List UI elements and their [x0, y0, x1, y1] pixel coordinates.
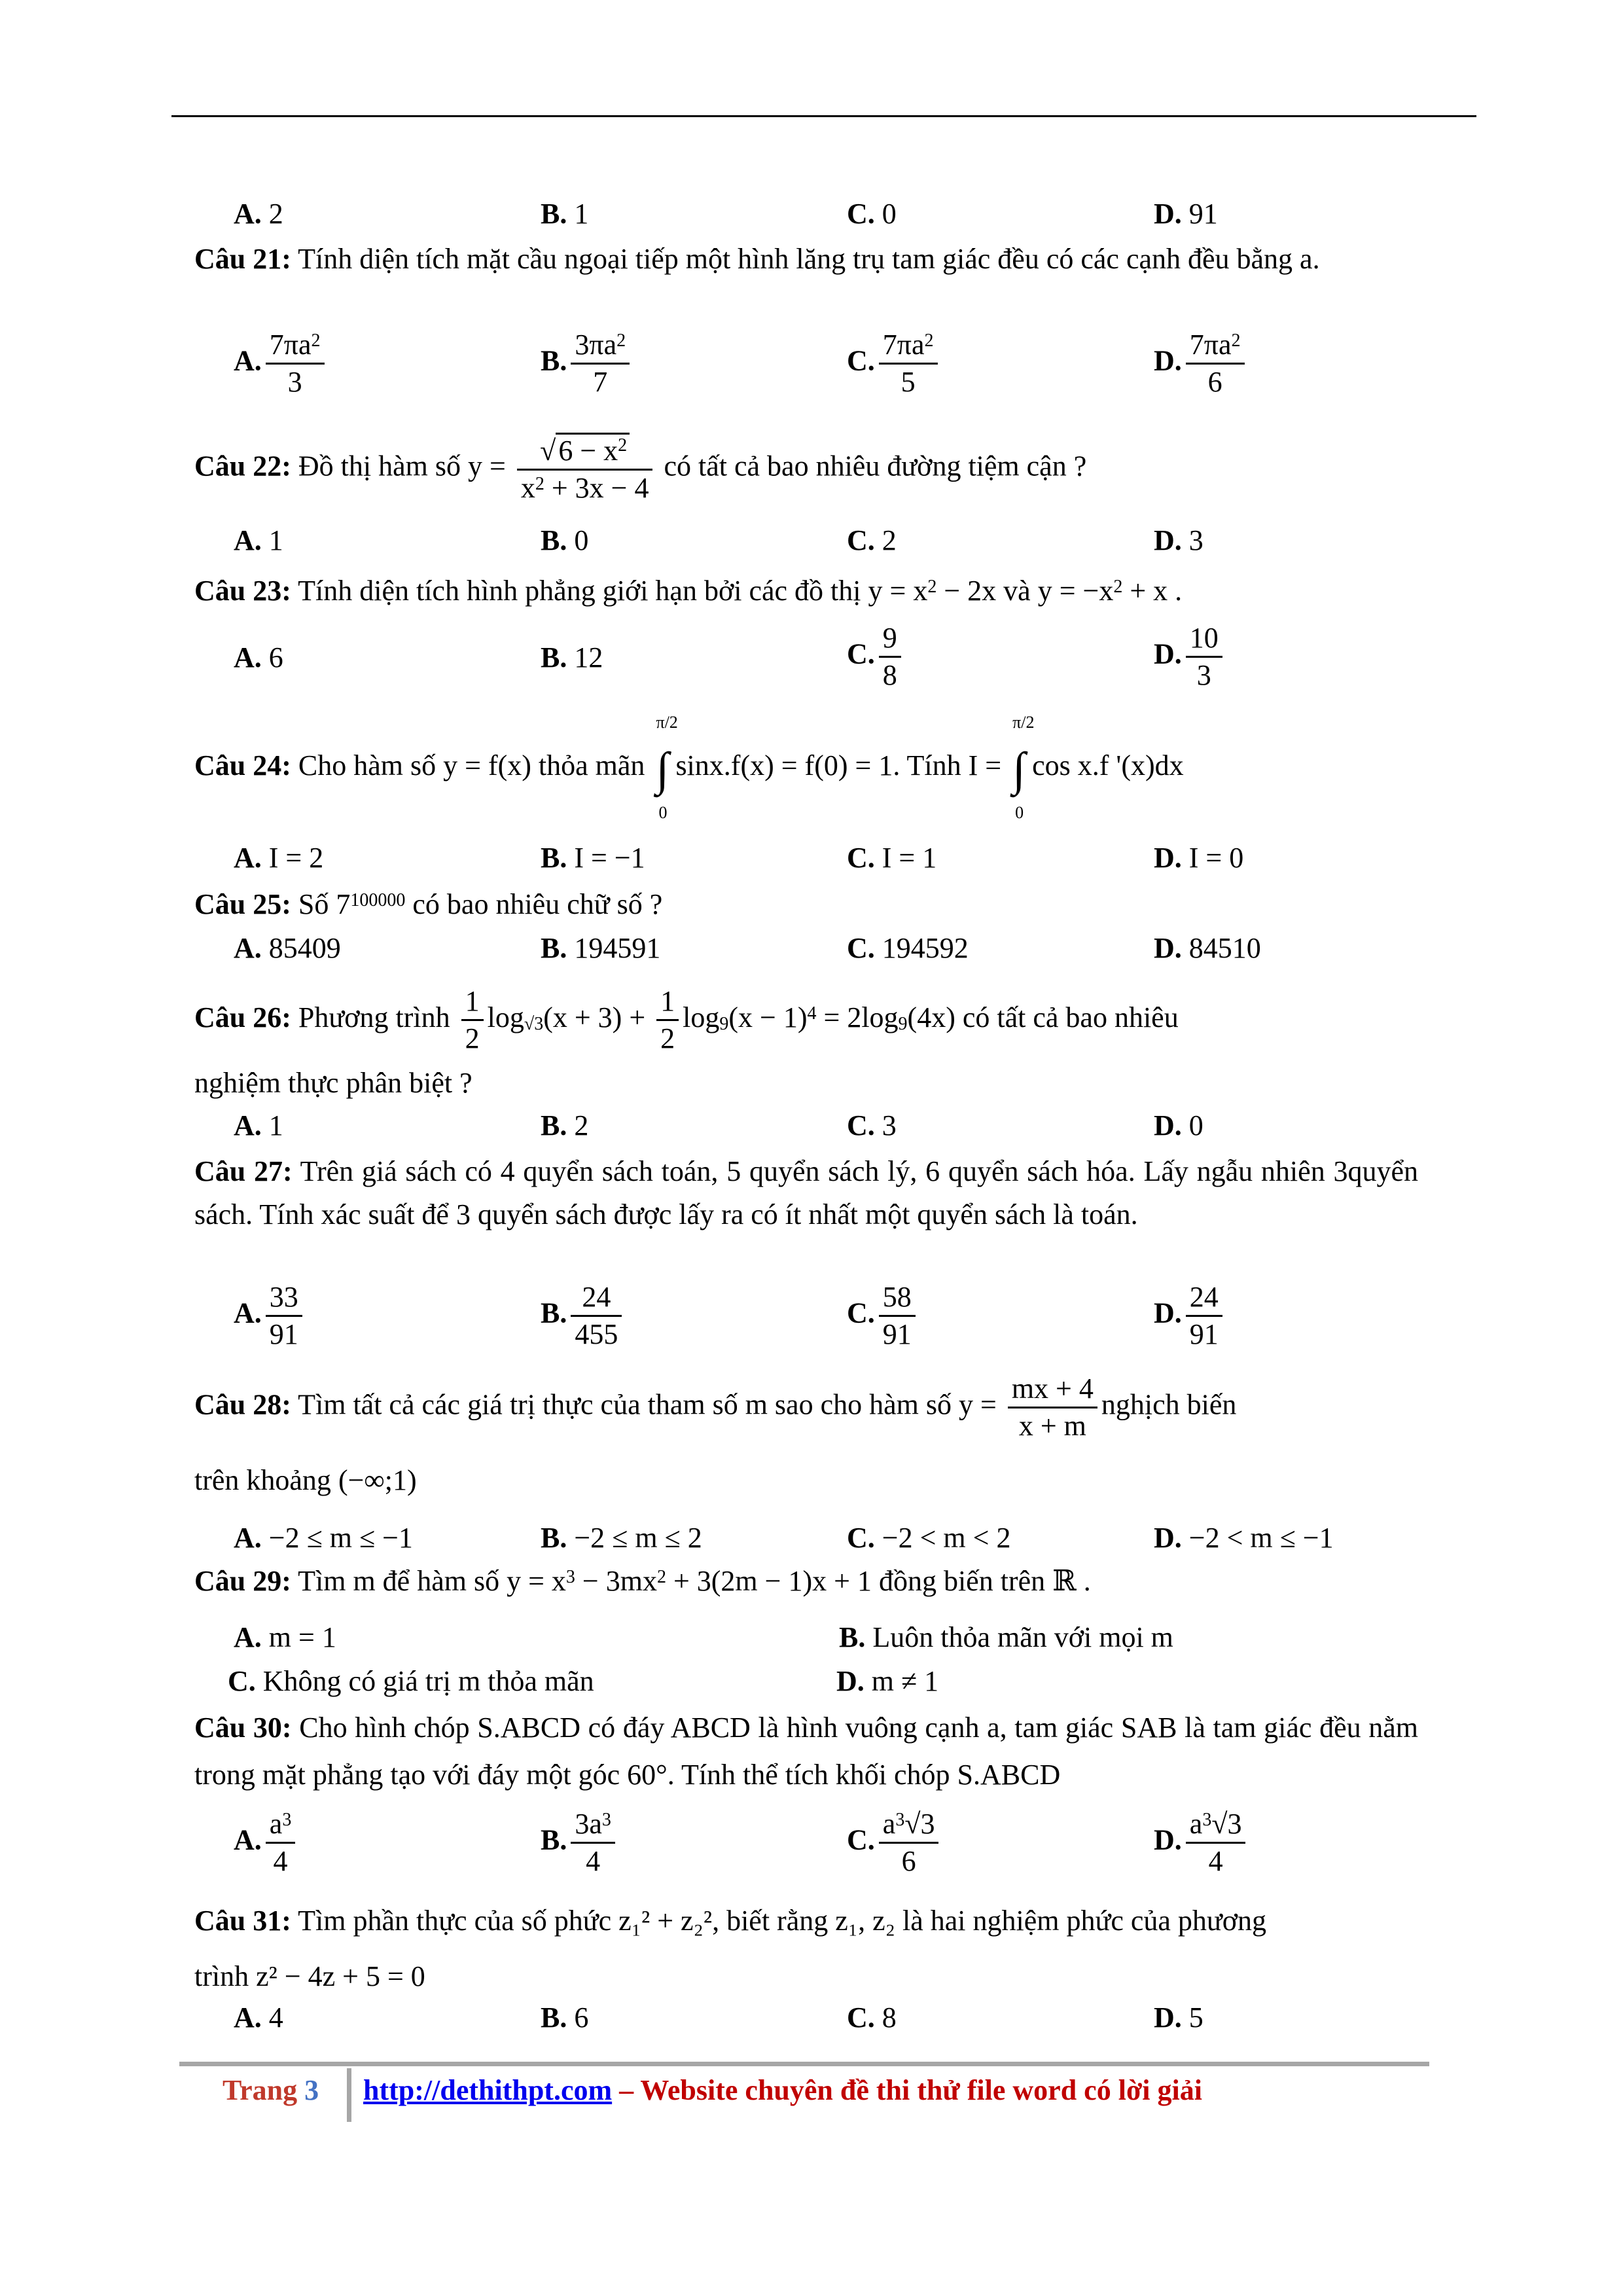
question-26-line2: nghiệm thực phân biệt ? [194, 1067, 473, 1099]
option-d: D. 84510 [1154, 932, 1261, 964]
option-b: B. 1 [541, 198, 589, 230]
option-b: B. $\frac{3a^3}{4}$ [541, 1806, 619, 1879]
option-d: D. m ≠ 1 [836, 1665, 939, 1697]
option-d: D. $\frac{7\pi a^2}{6}$ [1154, 327, 1249, 400]
option-d: D. 91 [1154, 198, 1218, 230]
option-c: C. 194592 [847, 932, 969, 964]
question-21: Câu 21: Tính diện tích mặt cầu ngoại tiếp một hình lăng trụ tam giác đều có các cạnh đều bằng a. [194, 243, 1320, 275]
option-c: C. −2 < m < 2 [847, 1522, 1011, 1554]
option-c: C. 0 [847, 198, 897, 230]
option-d: D. 3 [1154, 524, 1204, 556]
question-26: Câu 26: Phương trình $\frac{1}{2}$ log√3(x + 3) + $\frac{1}{2}$ $\log 9(x - 1)^4 = 2\log 9(4x)$ có tất cả bao nhiêu [194, 982, 1179, 1056]
option-c: C. 2 [847, 524, 897, 556]
footer-rule [179, 2062, 1429, 2066]
option-b: B. Luôn thỏa mãn với mọi m [839, 1621, 1173, 1653]
option-c: C. 8 [847, 2001, 897, 2034]
option-c: C. 3 [847, 1109, 897, 1141]
option-a: A. $\frac{33}{91}$ [234, 1280, 306, 1352]
footer-divider [347, 2068, 351, 2122]
option-b: B. 2 [541, 1109, 589, 1141]
option-d: D. 5 [1154, 2001, 1204, 2034]
option-d: D. $\frac{10}{3}$ [1154, 620, 1226, 693]
option-c: C. I = 1 [847, 842, 937, 874]
option-d: D. I = 0 [1154, 842, 1244, 874]
option-b: B. $\frac{24}{455}$ [541, 1280, 626, 1352]
question-31-line2: trình z² − 4z + 5 = 0 [194, 1960, 425, 1992]
footer-text: http://dethithpt.com – Website chuyên đề thi thử file word có lời giải [363, 2074, 1202, 2106]
option-d: D. 0 [1154, 1109, 1204, 1141]
question-31: Câu 31: Tìm phần thực của số phức z₁² + z₂², biết rằng z₁, z₂ là hai nghiệm phức của phương [194, 1905, 1267, 1937]
option-a: A. 1 [234, 1109, 283, 1141]
option-d: D. $\frac{a^3√3}{4}$ [1154, 1806, 1249, 1879]
question-28: Câu 28: Tìm tất cả các giá trị thực của tham số m sao cho hàm số y = $\frac{mx + 4}{x + m}$ nghịch biến [194, 1371, 1236, 1444]
option-b: B. 194591 [541, 932, 661, 964]
option-b: B. 6 [541, 2001, 589, 2034]
option-a: A. m = 1 [234, 1621, 336, 1653]
option-b: B. −2 ≤ m ≤ 2 [541, 1522, 702, 1554]
page-number: Trang 3 [223, 2074, 319, 2106]
question-22: Câu 22: Đồ thị hàm số y = $\frac{√6 - x^2}{x^2 + 3x - 4}$ có tất cả bao nhiêu đường tiệm cận ? [194, 432, 1086, 506]
question-28-line2: trên khoảng (−∞;1) [194, 1464, 417, 1496]
question-23: Câu 23: Tính diện tích hình phẳng giới hạn bởi các đồ thị $y = x^2 - 2x$ và $y = -x^2 + x$ . [194, 575, 1183, 607]
option-a: A. 6 [234, 641, 283, 673]
option-c: C. Không có giá trị m thỏa mãn [228, 1665, 594, 1697]
option-a: A. 1 [234, 524, 283, 556]
option-a: A. −2 ≤ m ≤ −1 [234, 1522, 413, 1554]
integral-1: π/2 ∫ 0 [656, 712, 678, 822]
integral-2: π/2 ∫ 0 [1012, 712, 1035, 822]
option-a: A. 2 [234, 198, 283, 230]
option-a: A. 85409 [234, 932, 341, 964]
option-c: C. $\frac{a^3√3}{6}$ [847, 1806, 942, 1879]
option-c: C. $\frac{7\pi a^2}{5}$ [847, 327, 942, 400]
option-d: D. $\frac{24}{91}$ [1154, 1280, 1226, 1352]
footer-link[interactable]: http://dethithpt.com [363, 2074, 613, 2106]
question-29: Câu 29: Tìm m để hàm số $y = x^3 - 3mx^2 + 3(2m - 1)x + 1$ đồng biến trên ℝ . [194, 1565, 1091, 1597]
question-24: Câu 24: Cho hàm số y = f(x) thỏa mãn π/2 ∫ 0 sinx.f(x) = f(0) = 1. Tính I = π/2 ∫ 0 cos x.f '(x)dx [194, 710, 1184, 824]
option-c: C. $\frac{9}{8}$ [847, 620, 905, 693]
option-a: A. $\frac{7\pi a^2}{3}$ [234, 327, 329, 400]
option-b: B. I = −1 [541, 842, 645, 874]
question-27: Câu 27: Trên giá sách có 4 quyển sách toán, 5 quyển sách lý, 6 quyển sách hóa. Lấy ngẫu nhiên 3quyển sách. Tính xác suất để 3 quyển sách được lấy ra có ít nhất một quyển sách là toán. [194, 1155, 1418, 1230]
question-30: Câu 30: Cho hình chóp S.ABCD có đáy ABCD là hình vuông cạnh a, tam giác SAB là tam giác đều nằm trong mặt phẳng tạo với đáy một góc 60°. Tính thể tích khối chóp S.ABCD [194, 1712, 1419, 1791]
question-25: Câu 25: Số $7^{100000}$ có bao nhiêu chữ số ? [194, 888, 663, 920]
option-d: D. −2 < m ≤ −1 [1154, 1522, 1334, 1554]
option-a: A. I = 2 [234, 842, 324, 874]
option-b: B. 0 [541, 524, 589, 556]
option-a: A. 4 [234, 2001, 283, 2034]
option-c: C. $\frac{58}{91}$ [847, 1280, 919, 1352]
option-b: B. 12 [541, 641, 603, 673]
top-rule [171, 115, 1476, 117]
option-b: B. $\frac{3\pi a^2}{7}$ [541, 327, 633, 400]
option-a: A. $\frac{a^3}{4}$ [234, 1806, 299, 1879]
